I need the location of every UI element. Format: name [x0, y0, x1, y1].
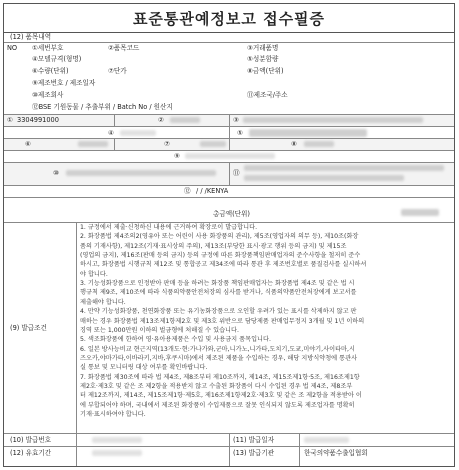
hs-code-marker: ①	[7, 116, 13, 124]
cell-border	[229, 163, 230, 185]
condition-line: 행규칙 제9조, 제10조에 따라 식품의약품안전처장의 심사를 받거나, 식품의약품안전처장에게 보고서를	[80, 289, 357, 297]
redacted-address-2	[244, 175, 404, 181]
bse-value: / / /KENYA	[196, 187, 229, 195]
condition-line: 하시고, 화장품법 시행규칙 제12조 및 통합공고 제34조에 따라 통관 후 제조번호별로 품질검사를 실시하셔	[80, 261, 367, 269]
condition-line: 실 통보 및 모니터링 대상 여부를 확인바랍니다.	[80, 364, 208, 372]
condition-line: 품의 기재사항), 제12조(기재·표시상의 주의), 제13조(부당한 표시·광고 행위 등의 금지) 및 제15조	[80, 242, 347, 250]
condition-line: 즈오카,야마가타,이바라키,지바,후쿠시마)에서 제조된 제품을 수입하는 경우, 해당 지방식약청에 통관사	[80, 354, 358, 362]
label-unit-price: ⑦단가	[108, 67, 127, 75]
validity-label: (12) 유효기간	[10, 449, 52, 457]
item-section-header: (12) 품목내역	[10, 33, 52, 41]
hs-code-value: 3304991000	[17, 116, 59, 124]
condition-line: 에 부합되어야 하며, 국내에서 제조된 화장품이 수입제품으로 잘못 인식되지 않도록 제조업자를 명확히	[80, 401, 355, 409]
redacted-total	[401, 209, 439, 216]
condition-line: (영업의 금지), 제16조(판매 등의 금지) 등의 규정에 따른 화장품책임판매업자의 준수사항을 철저히 준수	[80, 252, 361, 260]
label-model-spec: ④모델규격(형명)	[32, 55, 82, 63]
redacted-address-1	[244, 165, 444, 171]
redacted-issue-number	[92, 437, 142, 443]
condition-line: 매하는 경우 화장품법 제13조제1항제2호 및 제3호 위반으로 담당제품 판매업무정지 3개월 및 1년 이하의	[80, 317, 365, 325]
condition-line: 4. 만약 기능성화장품, 천연화장품 또는 유기농화장품으로 오인할 우려가 있는 표시를 삭제하지 않고 판	[80, 308, 357, 316]
cell-border	[229, 127, 230, 138]
redacted-ingredient	[249, 129, 367, 137]
condition-line: 1. 규정에서 제출·신청하신 내용에 근거하여 확장로이 발급합니다.	[80, 224, 258, 231]
label-bse: ⑫BSE 기원동물 / 추출부위 / Batch No / 원산지	[32, 103, 173, 111]
amount-marker: ⑧	[291, 140, 297, 148]
condition-line: 5. 색조화장품에 한하여 영·유아용제품은 수입 및 사용금지 품목입니다.	[80, 336, 271, 344]
issue-date-label: (11) 발급일자	[233, 436, 275, 444]
label-hs-code: ①세번부호	[32, 44, 64, 52]
redacted-validity	[92, 450, 142, 456]
issuer-value: 한국의약품수출입협회	[304, 449, 368, 457]
lot-marker: ⑨	[174, 152, 180, 160]
total-amount-label: 총금액(단위)	[213, 210, 250, 218]
label-ingredient: ⑤성분함량	[247, 55, 279, 63]
label-amount: ⑧금액(단위)	[247, 67, 284, 75]
divider	[4, 446, 454, 447]
row-border	[4, 150, 454, 151]
document-title: 표준통관예정보고 접수필증	[3, 3, 455, 33]
issue-number-label: (10) 발급번호	[10, 436, 52, 444]
redacted-amount	[304, 141, 334, 147]
condition-line: 7. 화장품법 제30조에 따라 법 제4조, 제8조부터 제10조까지, 제14조, 제15조제1항·5조, 제16조제1항	[80, 373, 360, 381]
redacted-lot	[185, 153, 275, 159]
redacted-trade-name	[243, 117, 423, 123]
condition-line: 야 합니다.	[80, 270, 108, 278]
cell-border	[229, 139, 230, 150]
bse-marker: ⑫	[184, 187, 191, 195]
condition-line: 제2호·제3호 및 같은 조 제2항을 적용받지 않고 수출된 화장품이 다시 수입된 경우 법 제4조, 제8조부	[80, 382, 353, 390]
redacted-quantity	[78, 141, 108, 147]
cell-border	[114, 139, 115, 150]
ingredient-marker: ⑤	[237, 129, 243, 137]
issuer-label: (13) 발급기관	[233, 449, 275, 457]
unit-price-marker: ⑦	[164, 140, 170, 148]
item-code-marker: ②	[158, 116, 164, 124]
quantity-marker: ⑥	[25, 140, 31, 148]
row-border	[4, 185, 454, 186]
label-manufacturer: ⑩제조회사	[32, 91, 64, 99]
divider	[4, 42, 454, 43]
condition-line: 기재·표시하여야 합니다.	[80, 411, 146, 418]
label-item-code: ②품목코드	[108, 44, 140, 52]
condition-line: 제출해야 합니다.	[80, 298, 126, 306]
no-label: NO	[7, 44, 18, 52]
cell-border	[76, 222, 77, 433]
label-quantity: ⑥수량(단위)	[32, 67, 69, 75]
form-body	[3, 33, 455, 467]
condition-line: 6. 일본 방사능비교 현근지역(13개도·현:가나가와,군마,니가노,니가타,도치기,도쿄,미야기,사이타마,시	[80, 345, 355, 353]
trade-name-marker: ③	[233, 116, 239, 124]
redacted-unit-price	[200, 141, 226, 147]
redacted-item-code	[170, 117, 200, 123]
cell-border	[229, 115, 230, 126]
redacted-issue-date	[304, 437, 349, 443]
document-page	[3, 3, 455, 467]
country-marker: ⑪	[233, 169, 240, 177]
condition-line: 터 제12조까지, 제14조, 제15조제1항·제5호, 제16조제1항제2호·제3호 및 같은 조 제2항을 적용받아 이	[80, 392, 362, 400]
label-lot-number: ⑨제조번호 / 제조일자	[32, 79, 96, 87]
row-border	[4, 197, 454, 198]
condition-line: 2. 화장품법 제4조의2(영유아 또는 어린이 사용 화장품의 관리), 제5조(영업자의 의무 등), 제10조(화장	[80, 233, 359, 241]
manufacturer-marker: ⑩	[53, 169, 59, 177]
cell-border	[114, 115, 115, 126]
cell-border	[76, 434, 77, 466]
label-country-address: ⑪제조국/주소	[247, 91, 288, 99]
label-trade-name: ③거래품명	[247, 44, 279, 52]
condition-line: 3. 기능성화장품으로 인정받아 판매 등을 하려는 화장품 책임판매업자는 화장품법 제4조 및 같은 법 시	[80, 280, 355, 288]
cell-border	[299, 434, 300, 466]
condition-line: 징역 또는 1,000만원 이하의 벌금형에 처해질 수 있습니다.	[80, 326, 239, 334]
conditions-label: (9) 발급조건	[10, 324, 47, 332]
redacted-model	[120, 130, 156, 136]
model-marker: ④	[108, 129, 114, 137]
cell-border	[229, 434, 230, 466]
redacted-manufacturer	[66, 170, 216, 176]
